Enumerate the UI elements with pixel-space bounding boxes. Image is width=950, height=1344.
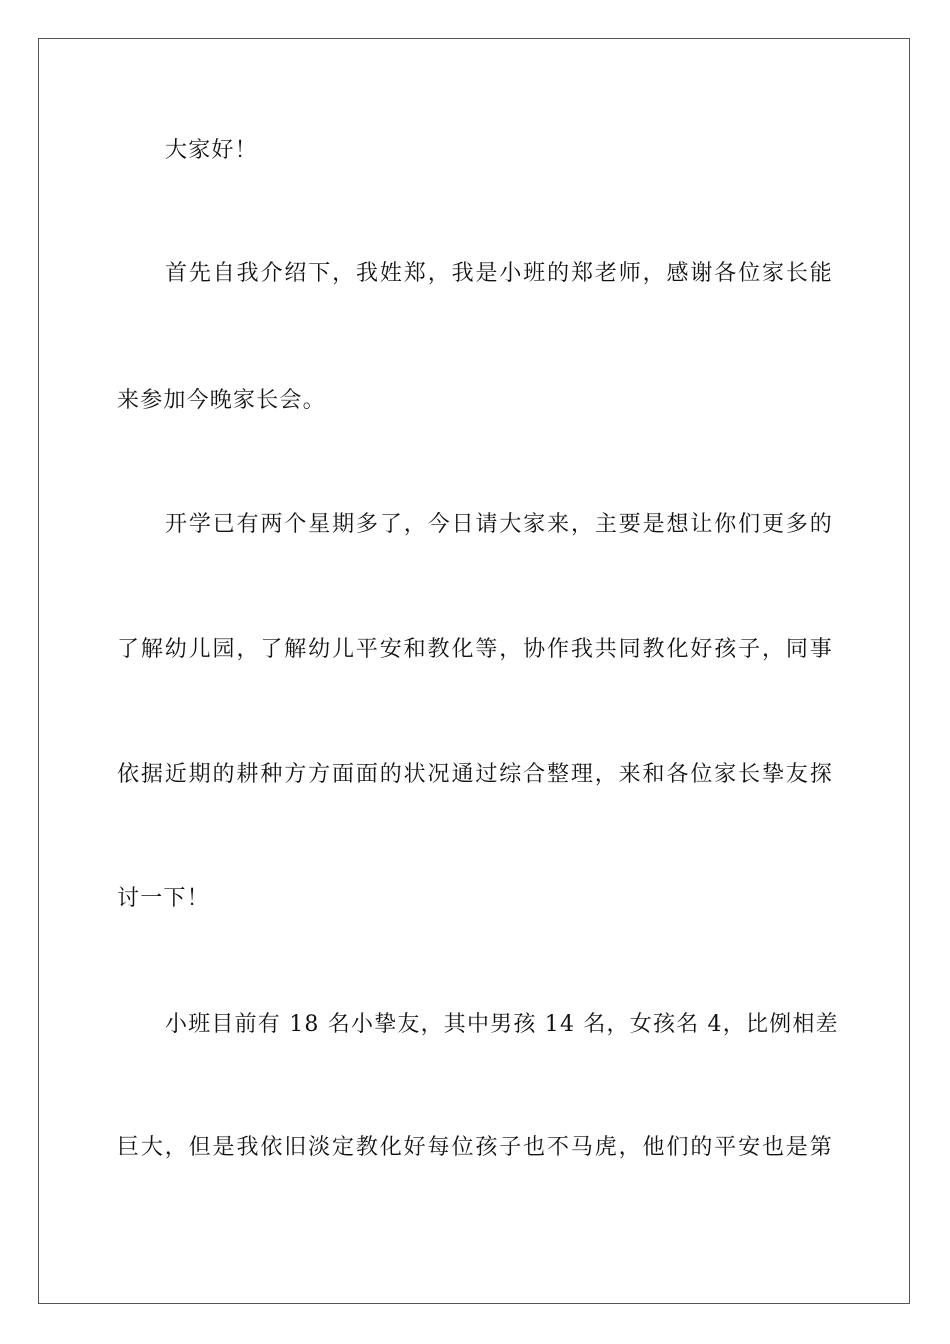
paragraph-2-line-2: 了解幼儿园，了解幼儿平安和教化等，协作我共同教化好孩子，同事: [117, 637, 833, 662]
paragraph-3-line-2: 巨大，但是我依旧淡定教化好每位孩子也不马虎，他们的平安也是第: [117, 1135, 833, 1160]
paragraph-2-line-4: 讨一下！: [117, 886, 210, 911]
greeting-line: 大家好！: [165, 138, 258, 163]
paragraph-1-line-1: 首先自我介绍下，我姓郑，我是小班的郑老师，感谢各位家长能: [165, 261, 833, 286]
paragraph-3-line-1: 小班目前有 18 名小挚友，其中男孩 14 名，女孩名 4，比例相差: [165, 1012, 839, 1037]
paragraph-1-line-2: 来参加今晚家长会。: [117, 388, 326, 413]
paragraph-2-line-1: 开学已有两个星期多了，今日请大家来，主要是想让你们更多的: [165, 512, 833, 537]
page-border: [38, 38, 910, 1304]
paragraph-2-line-3: 依据近期的耕种方方面面的状况通过综合整理，来和各位家长挚友探: [117, 762, 833, 787]
